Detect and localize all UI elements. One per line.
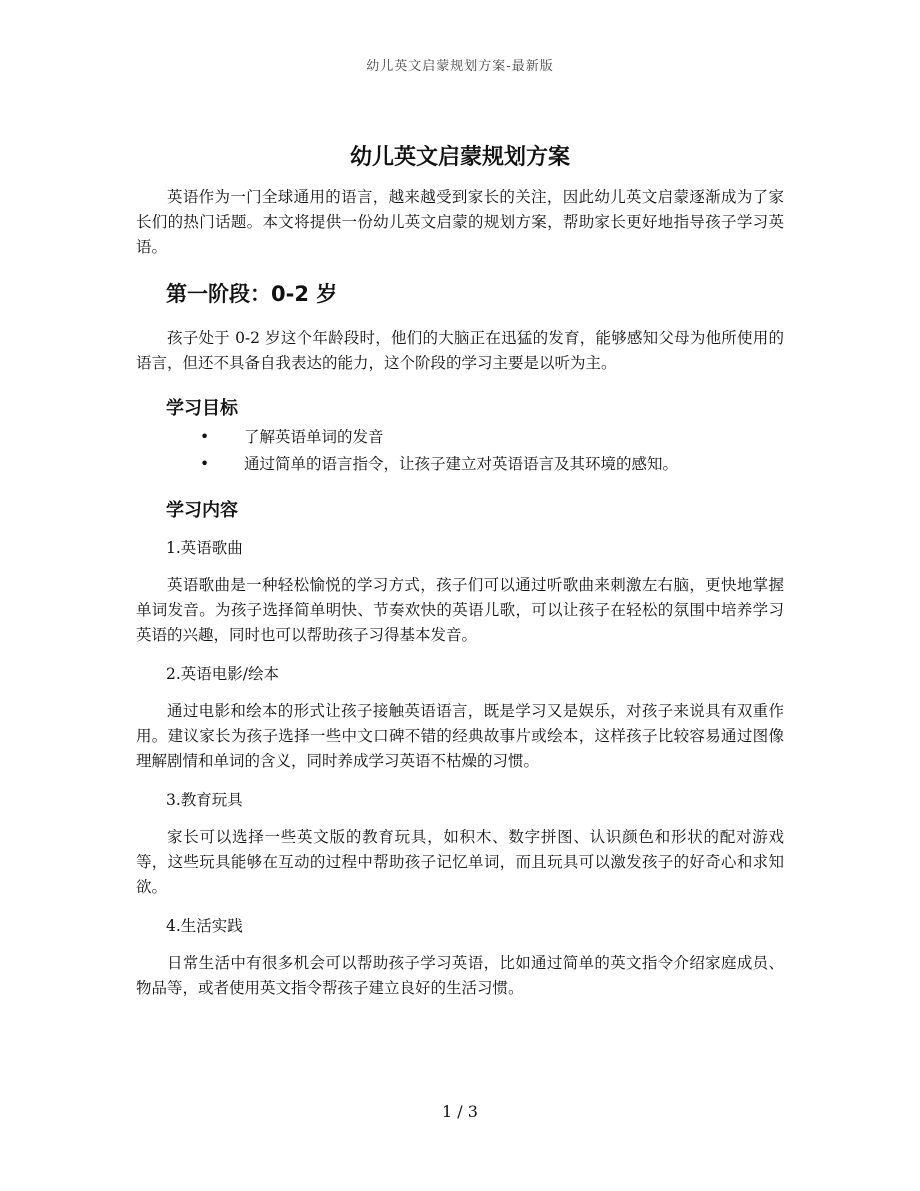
document-title: 幼儿英文启蒙规划方案 [349,144,570,170]
bullet-icon: • [200,428,210,446]
item-text: 通过电影和绘本的形式让孩子接触英语语言，既是学习又是娱乐，对孩子来说具有双重作用。建议家长为孩子选择一些中文口碑不错的经典故事片或绘本，这样孩子比较容易通过图像理解剧情和单词的含义，同时养成学习英语不枯燥的习惯。 [136,702,784,770]
page-header: 幼儿英文启蒙规划方案-最新版 [366,59,554,74]
page-number: 1 / 3 [442,1102,478,1121]
bullet-icon: • [200,455,210,473]
goal-item [200,424,784,451]
goal-item [200,451,784,478]
item-text: 英语歌曲是一种轻松愉悦的学习方式，孩子们可以通过听歌曲来刺激左右脑，更快地掌握单词发音。为孩子选择简单明快、节奏欢快的英语儿歌，可以让孩子在轻松的氛围中培养学习英语的兴趣，同时也可以帮助孩子习得基本发音。 [136,576,784,644]
goal-text: 了解英语单词的发音 [244,428,384,446]
goal-text: 通过简单的语言指令，让孩子建立对英语语言及其环境的感知。 [244,455,679,473]
goals-list [136,424,784,478]
goals-heading: 学习目标 [166,398,238,419]
item-title: 2.英语电影/绘本 [166,665,280,683]
item-title: 3.教育玩具 [166,791,243,809]
item-text: 家长可以选择一些英文版的教育玩具，如积木、数字拼图、认识颜色和形状的配对游戏等，这些玩具能够在互动的过程中帮助孩子记忆单词，而且玩具可以激发孩子的好奇心和求知欲。 [136,828,784,896]
item-title: 1.英语歌曲 [166,539,243,557]
stage-description: 孩子处于 0-2 岁这个年龄段时，他们的大脑正在迅猛的发育，能够感知父母为他所使用的语言，但还不具备自我表达的能力，这个阶段的学习主要是以听为主。 [136,329,784,372]
stage-heading: 第一阶段：0-2 岁 [166,282,338,306]
content-heading: 学习内容 [166,500,238,521]
item-text: 日常生活中有很多机会可以帮助孩子学习英语，比如通过简单的英文指令介绍家庭成员、物品等，或者使用英文指令帮孩子建立良好的生活习惯。 [136,954,784,997]
document-body [136,140,784,1001]
intro-paragraph: 英语作为一门全球通用的语言，越来越受到家长的关注，因此幼儿英文启蒙逐渐成为了家长们的热门话题。本文将提供一份幼儿英文启蒙的规划方案，帮助家长更好地指导孩子学习英语。 [136,188,784,256]
item-title: 4.生活实践 [166,917,243,935]
